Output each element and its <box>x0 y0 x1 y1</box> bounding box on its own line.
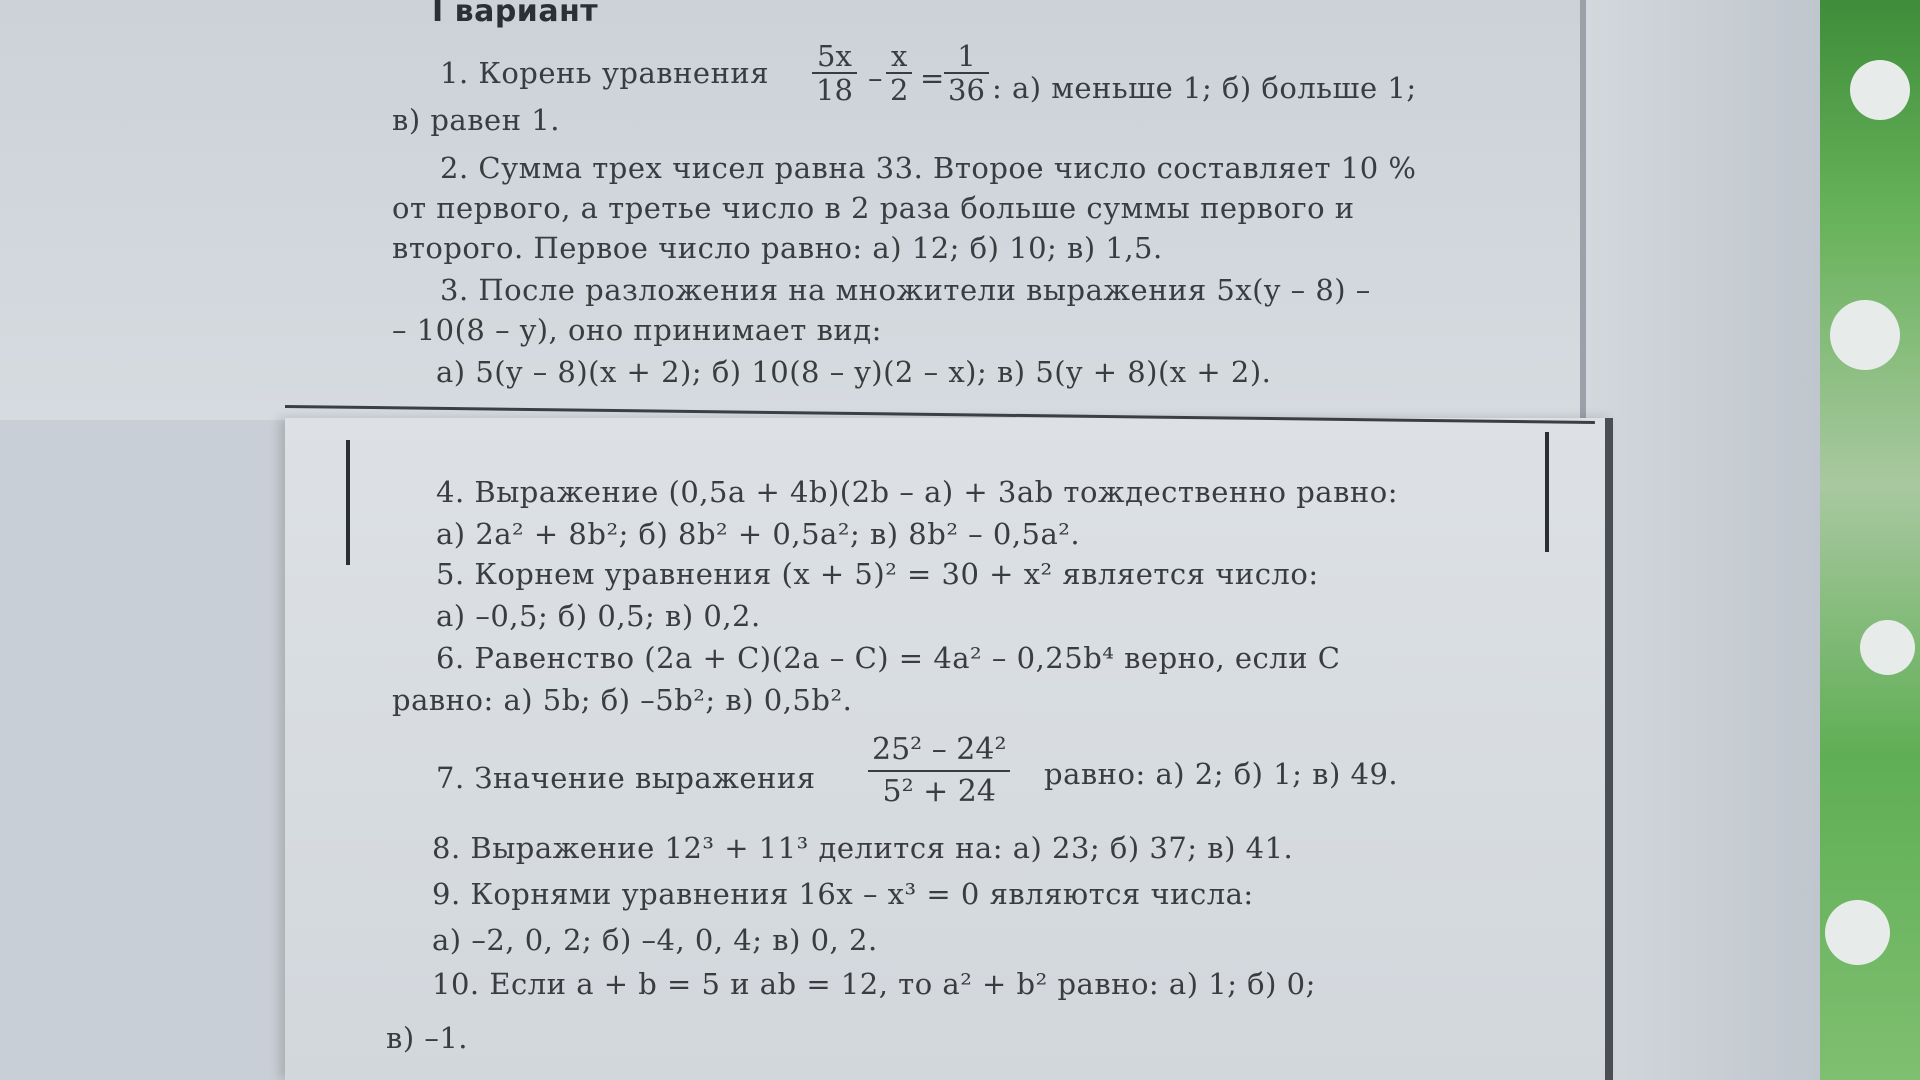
problem-5-options: а) –0,5; б) 0,5; в) 0,2. <box>436 599 761 633</box>
fraction-numerator: 25² – 24² <box>868 730 1010 772</box>
problem-7-fraction <box>868 730 1010 812</box>
problem-2-line-2: от первого, а третье число в 2 раза больше суммы первого и <box>392 191 1355 225</box>
fraction-numerator: 5x <box>812 40 857 74</box>
problem-9-options: а) –2, 0, 2; б) –4, 0, 4; в) 0, 2. <box>432 923 878 957</box>
problem-6-options: равно: а) 5b; б) –5b²; в) 0,5b². <box>392 683 853 717</box>
problem-7-text: 7. Значение выражения <box>436 761 816 795</box>
problem-3-options: а) 5(y – 8)(x + 2); б) 10(8 – y)(2 – x); в) 5(y + 8)(x + 2). <box>436 355 1272 389</box>
problem-7-options: равно: а) 2; б) 1; в) 49. <box>1044 757 1399 791</box>
problem-2-line-3: второго. Первое число равно: а) 12; б) 10; в) 1,5. <box>392 231 1163 265</box>
problem-1-options-cont: в) равен 1. <box>392 103 560 137</box>
margin-mark-right <box>1545 432 1549 552</box>
problem-4-options: а) 2a² + 8b²; б) 8b² + 0,5a²; в) 8b² – 0,5a². <box>436 517 1081 551</box>
fraction-numerator: x <box>886 40 912 74</box>
problem-1-options: : а) меньше 1; б) больше 1; <box>992 71 1417 105</box>
problem-1-fraction-3 <box>944 40 989 106</box>
problem-10-line-1: 10. Если a + b = 5 и ab = 12, то a² + b² равно: а) 1; б) 0; <box>432 967 1316 1001</box>
fabric-dot <box>1830 300 1900 370</box>
problem-1-text: 1. Корень уравнения <box>440 56 770 90</box>
problem-2-line-1: 2. Сумма трех чисел равна 33. Второе число составляет 10 % <box>440 151 1417 185</box>
fraction-denominator: 36 <box>948 73 985 107</box>
fabric-dot <box>1850 60 1910 120</box>
problem-3-line-2: – 10(8 – y), оно принимает вид: <box>392 313 882 347</box>
problem-8-line-1: 8. Выражение 12³ + 11³ делится на: а) 23; б) 37; в) 41. <box>432 831 1294 865</box>
problem-1-minus: – <box>868 61 883 95</box>
fabric-dot <box>1825 900 1890 965</box>
fraction-numerator: 1 <box>944 40 989 74</box>
problem-6-line-1: 6. Равенство (2a + C)(2a – C) = 4a² – 0,25b⁴ верно, если C <box>436 641 1341 675</box>
fraction-denominator: 5² + 24 <box>882 774 996 809</box>
margin-mark-left <box>346 440 350 565</box>
fabric-background <box>1820 0 1920 1080</box>
variant-title: I вариант <box>432 0 599 29</box>
problem-1-equals: = <box>920 61 945 95</box>
fabric-dot <box>1860 620 1915 675</box>
problem-1-fraction-1 <box>812 40 857 106</box>
problem-9-line-1: 9. Корнями уравнения 16x – x³ = 0 являются числа: <box>432 877 1254 911</box>
problem-1-fraction-2 <box>886 40 912 106</box>
problem-4-line-1: 4. Выражение (0,5a + 4b)(2b – a) + 3ab тождественно равно: <box>436 475 1398 509</box>
problem-3-line-1: 3. После разложения на множители выражения 5x(y – 8) – <box>440 273 1371 307</box>
fraction-denominator: 2 <box>890 73 909 107</box>
problem-5-line-1: 5. Корнем уравнения (x + 5)² = 30 + x² является число: <box>436 557 1319 591</box>
fraction-denominator: 18 <box>816 73 853 107</box>
problem-10-options-cont: в) –1. <box>386 1021 469 1055</box>
